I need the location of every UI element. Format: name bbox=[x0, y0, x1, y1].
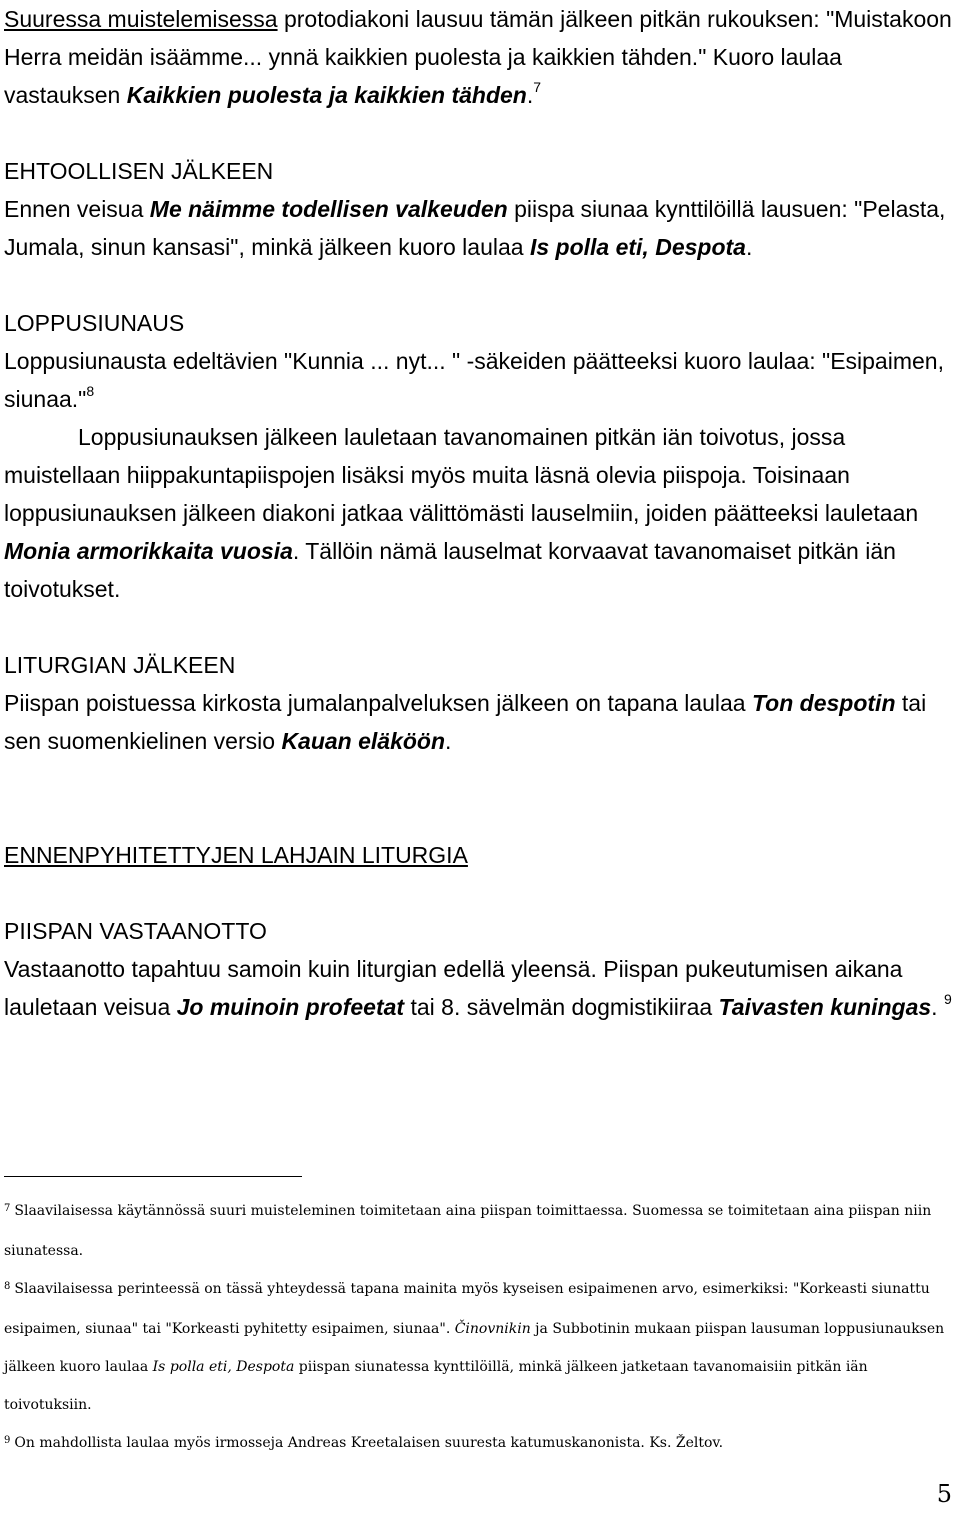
footnotes bbox=[4, 1192, 954, 1464]
footnote-ref-9[interactable]: 9 bbox=[943, 991, 952, 1008]
heading-piispan-vastaanotto: PIISPAN VASTAANOTTO bbox=[4, 918, 267, 944]
footnote-ref-7[interactable]: 7 bbox=[533, 79, 542, 96]
footnote-8: $^8$ Slaavilaisessa perinteessä on tässä yhteydessä tapana mainita myös kyseisen esipaimenen arvo, esimerkiksi: "Korkeasti siunattu esipaimen, siunaa" tai "Korkeasti pyhitetty esipaimen, siunaa". Činovnikin ja Subbotinin mukaan piispan lausuman loppusiunauksen jälkeen kuoro laulaa Is polla eti, Despota piispan siunatessa kynttilöillä, minkä jälkeen jatketaan tavanomaisiin pitkän iän toivotuksiin. bbox=[4, 1281, 945, 1413]
paragraph-suuri-muisteleminen: Suuressa muistelemisessa protodiakoni lausuu tämän jälkeen pitkän rukouksen: "Muistakoon Herra meidän isäämme... ynnä kaikkien puolesta ja kaikkien tähden." Kuoro laulaa vastauksen Kaikkien puolesta ja kaikkien tähden.$^7$ bbox=[4, 6, 952, 108]
paragraph-loppusiunaus-1: Loppusiunausta edeltävien "Kunnia ... nyt... " -säkeiden päätteeksi kuoro laulaa: "Esipaimen, siunaa."$^8$ bbox=[4, 348, 944, 412]
paragraph-ehtoollisen-jalkeen: Ennen veisua Me näimme todellisen valkeuden piispa siunaa kynttilöillä lausuen: "Pelasta, Jumala, sinun kansasi", minkä jälkeen kuoro laulaa Is polla eti, Despota. bbox=[4, 196, 946, 260]
page-number: 5 bbox=[936, 1480, 952, 1508]
paragraph-piispan-vastaanotto: Vastaanotto tapahtuu samoin kuin liturgian edellä yleensä. Piispan pukeutumisen aikana lauletaan veisua Jo muinoin profeetat tai 8. sävelmän dogmistikiiraa Taivasten kuningas. $^9$ bbox=[4, 956, 952, 1020]
heading-ehtoollisen-jalkeen: EHTOOLLISEN JÄLKEEN bbox=[4, 158, 274, 184]
paragraph-liturgian-jalkeen: Piispan poistuessa kirkosta jumalanpalveluksen jälkeen on tapana laulaa Ton despotin tai sen suomenkielinen versio Kauan eläköön. bbox=[4, 690, 927, 754]
paragraph-loppusiunaus-2: Loppusiunauksen jälkeen lauletaan tavanomainen pitkän iän toivotus, jossa muistellaan hiippakuntapiispojen lisäksi myös muita läsnä olevia piispoja. Toisinaan loppusiunauksen jälkeen diakoni jatkaa välittömästi lauselmiin, joiden päätteeksi lauletaan Monia armorikkaita vuosia. Tällöin nämä lauselmat korvaavat tavanomaiset pitkän iän toivotukset. bbox=[4, 424, 919, 602]
section-title-ennenpyhitettyjen: ENNENPYHITETTYJEN LAHJAIN LITURGIA bbox=[4, 842, 468, 868]
footnote-9: $^9$ On mahdollista laulaa myös irmosseja Andreas Kreetalaisen suuresta katumuskanonista. Ks. Želtov. bbox=[4, 1435, 724, 1451]
footnote-ref-8[interactable]: 8 bbox=[86, 383, 95, 400]
heading-liturgian-jalkeen: LITURGIAN JÄLKEEN bbox=[4, 652, 236, 678]
main-text bbox=[4, 0, 954, 1026]
link-suuressa-muistelemisessa[interactable]: Suuressa muistelemisessa bbox=[4, 6, 278, 32]
footnote-separator bbox=[4, 1176, 302, 1177]
footnote-7: $^7$ Slaavilaisessa käytännössä suuri muisteleminen toimitetaan aina piispan toimittaessa. Suomessa se toimitetaan aina piispan niin siunatessa. bbox=[4, 1203, 932, 1259]
heading-loppusiunaus: LOPPUSIUNAUS bbox=[4, 310, 185, 336]
